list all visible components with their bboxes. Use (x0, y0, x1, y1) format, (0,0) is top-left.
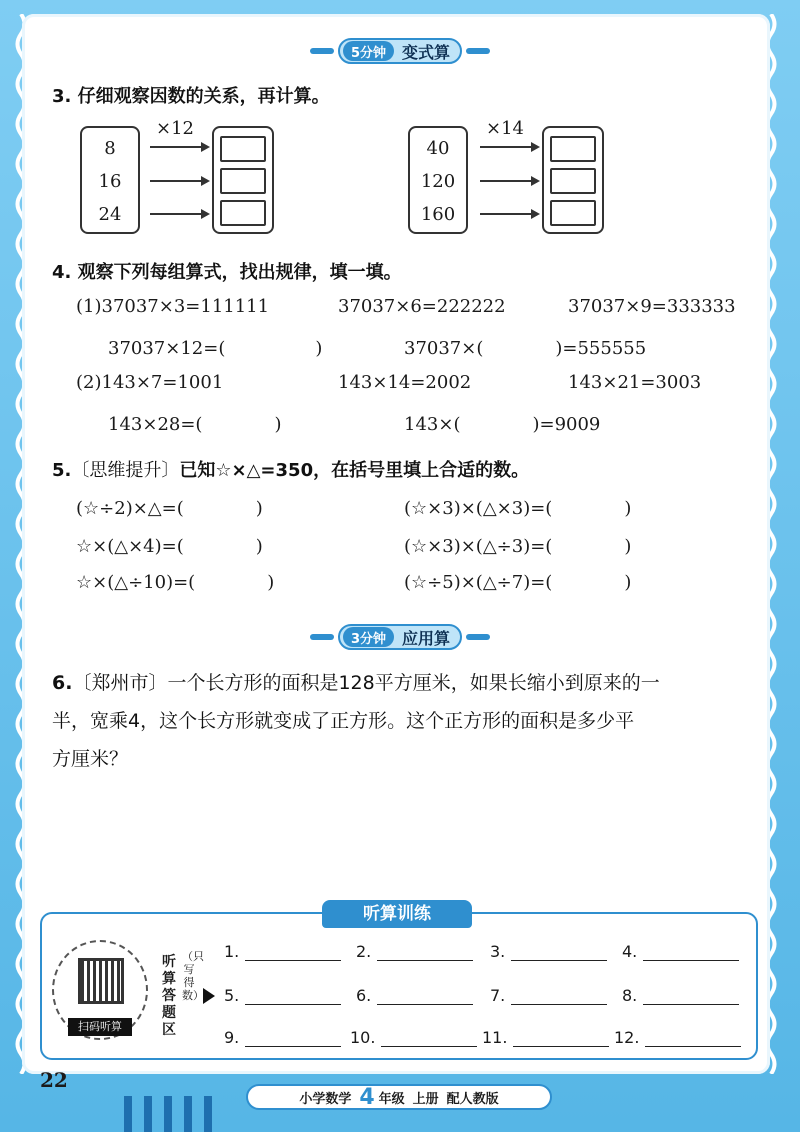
section-title: 应用算 (402, 628, 451, 648)
header-decor-line (310, 634, 334, 640)
footer-bars (124, 1096, 212, 1132)
question-4-title: 4. 观察下列每组算式，找出规律，填一填。 (52, 262, 402, 283)
listen-blank[interactable] (356, 942, 473, 961)
question-5-title (52, 456, 529, 482)
footer-bar (204, 1096, 212, 1132)
section-title: 变式算 (402, 42, 451, 62)
q5-fill-equation[interactable]: (☆×3)×(△×3)=( ) (404, 498, 632, 519)
listen-blank[interactable] (490, 986, 607, 1005)
answer-line[interactable] (381, 1031, 477, 1047)
answer-cell[interactable] (550, 200, 596, 226)
q5-fill-equation[interactable]: ☆×(△×4)=( ) (76, 536, 263, 557)
listen-blank[interactable] (490, 942, 607, 961)
listen-blank[interactable] (356, 986, 473, 1005)
q4-equation: (1)37037×3=111111 (76, 296, 270, 317)
blank-number: 7. (490, 986, 506, 1005)
question-6-line-1 (52, 668, 660, 695)
play-icon (203, 988, 215, 1004)
listening-title: 听算训练 (322, 900, 472, 928)
answer-cell[interactable] (220, 168, 266, 194)
q3-left-number-box (80, 126, 140, 234)
listen-blank[interactable] (482, 1028, 609, 1047)
q4-fill-equation[interactable]: 143×( )=9009 (404, 414, 601, 435)
blank-number: 6. (356, 986, 372, 1005)
answer-cell[interactable] (550, 136, 596, 162)
answer-line[interactable] (513, 1031, 609, 1047)
header-decor-line (310, 48, 334, 54)
footer-bar (144, 1096, 152, 1132)
qr-label: 扫码听算 (68, 1018, 132, 1036)
q4-equation: 37037×9=333333 (568, 296, 736, 317)
q4-equation: 143×14=2002 (338, 372, 472, 393)
q4-fill-equation[interactable]: 37037×12=( ) (108, 338, 323, 359)
q4-equation: 37037×6=222222 (338, 296, 506, 317)
answer-line[interactable] (245, 989, 341, 1005)
q4-fill-equation[interactable]: 37037×( )=555555 (404, 338, 647, 359)
answer-line[interactable] (643, 945, 739, 961)
header-decor-line (466, 48, 490, 54)
answer-line[interactable] (511, 989, 607, 1005)
blank-number: 1. (224, 942, 240, 961)
blank-number: 11. (482, 1028, 508, 1047)
q3-right-multiplier: ×14 (486, 118, 524, 139)
answer-line[interactable] (645, 1031, 741, 1047)
section-minutes: 5分钟 (343, 41, 394, 61)
listen-blank[interactable] (224, 986, 341, 1005)
footer-bar (184, 1096, 192, 1132)
question-6-line-3: 方厘米？ (52, 748, 129, 770)
blank-number: 3. (490, 942, 506, 961)
blank-number: 8. (622, 986, 638, 1005)
arrow-icon (150, 146, 208, 148)
answer-line[interactable] (377, 945, 473, 961)
footer-book-info (246, 1084, 552, 1110)
listen-blank[interactable] (224, 942, 341, 961)
q4-equation: 143×21=3003 (568, 372, 702, 393)
blank-number: 2. (356, 942, 372, 961)
page-number: 22 (40, 1068, 68, 1092)
answer-line[interactable] (245, 945, 341, 961)
section-header-1 (0, 36, 800, 66)
listen-blank[interactable] (224, 1028, 341, 1047)
q3-right-number: 120 (420, 171, 456, 192)
question-number: 5. (52, 460, 72, 481)
arrow-icon (150, 180, 208, 182)
answer-line[interactable] (377, 989, 473, 1005)
footer-bar (124, 1096, 132, 1132)
arrow-icon (150, 213, 208, 215)
blank-number: 5. (224, 986, 240, 1005)
footer-grade-number: 4 (359, 1084, 375, 1110)
listen-blank[interactable] (622, 986, 739, 1005)
q3-left-number: 16 (98, 171, 122, 192)
footer-volume: 上册 (412, 1091, 439, 1107)
q3-right-result-box (542, 126, 604, 234)
q5-fill-equation[interactable]: ☆×(△÷10)=( ) (76, 572, 275, 593)
footer-edition: 配人教版 (446, 1091, 499, 1107)
question-text: 已知☆×△=350，在括号里填上合适的数。 (179, 460, 530, 481)
q3-right-number-box (408, 126, 468, 234)
blank-number: 10. (350, 1028, 376, 1047)
q3-left-multiplier: ×12 (156, 118, 194, 139)
section-pill (338, 38, 462, 64)
footer-grade: 年级 (378, 1091, 405, 1107)
section-header-2 (0, 622, 800, 652)
blank-number: 4. (622, 942, 638, 961)
footer-bar (164, 1096, 172, 1132)
arrow-icon (480, 146, 538, 148)
header-decor-line (466, 634, 490, 640)
arrow-icon (480, 213, 538, 215)
section-minutes: 3分钟 (343, 627, 394, 647)
question-3-title: 3. 仔细观察因数的关系，再计算。 (52, 86, 330, 107)
listen-blank[interactable] (622, 942, 739, 961)
answer-cell[interactable] (550, 168, 596, 194)
q3-left-number: 24 (98, 204, 122, 225)
q3-left-result-box (212, 126, 274, 234)
footer-subject: 小学数学 (299, 1091, 352, 1107)
qr-code-icon[interactable] (78, 958, 124, 1004)
q5-fill-equation[interactable]: (☆÷2)×△=( ) (76, 498, 263, 519)
q3-right-number: 40 (426, 138, 450, 159)
answer-cell[interactable] (220, 200, 266, 226)
answer-cell[interactable] (220, 136, 266, 162)
answer-area-label: 听算答题区 (162, 954, 176, 1038)
question-6-line-2: 半，宽乘4，这个长方形就变成了正方形。这个正方形的面积是多少平 (52, 710, 635, 732)
q5-fill-equation[interactable]: (☆÷5)×(△÷7)=( ) (404, 572, 632, 593)
q4-equation: (2)143×7=1001 (76, 372, 224, 393)
listen-blank[interactable] (614, 1028, 741, 1047)
blank-number: 12. (614, 1028, 640, 1047)
answer-area-note: （只写得数） (182, 950, 204, 1002)
question-tag: 〔郑州市〕 (72, 672, 168, 694)
arrow-icon (480, 180, 538, 182)
question-text: 一个长方形的面积是128平方厘米，如果长缩小到原来的一 (167, 672, 660, 694)
answer-line[interactable] (245, 1031, 341, 1047)
listen-blank[interactable] (350, 1028, 477, 1047)
question-tag: 〔思维提升〕 (71, 460, 180, 481)
q3-right-number: 160 (420, 204, 456, 225)
q4-fill-equation[interactable]: 143×28=( ) (108, 414, 282, 435)
answer-line[interactable] (643, 989, 739, 1005)
answer-line[interactable] (511, 945, 607, 961)
q5-fill-equation[interactable]: (☆×3)×(△÷3)=( ) (404, 536, 632, 557)
blank-number: 9. (224, 1028, 240, 1047)
section-pill (338, 624, 462, 650)
question-number: 6. (52, 672, 73, 694)
q3-left-number: 8 (104, 138, 116, 159)
